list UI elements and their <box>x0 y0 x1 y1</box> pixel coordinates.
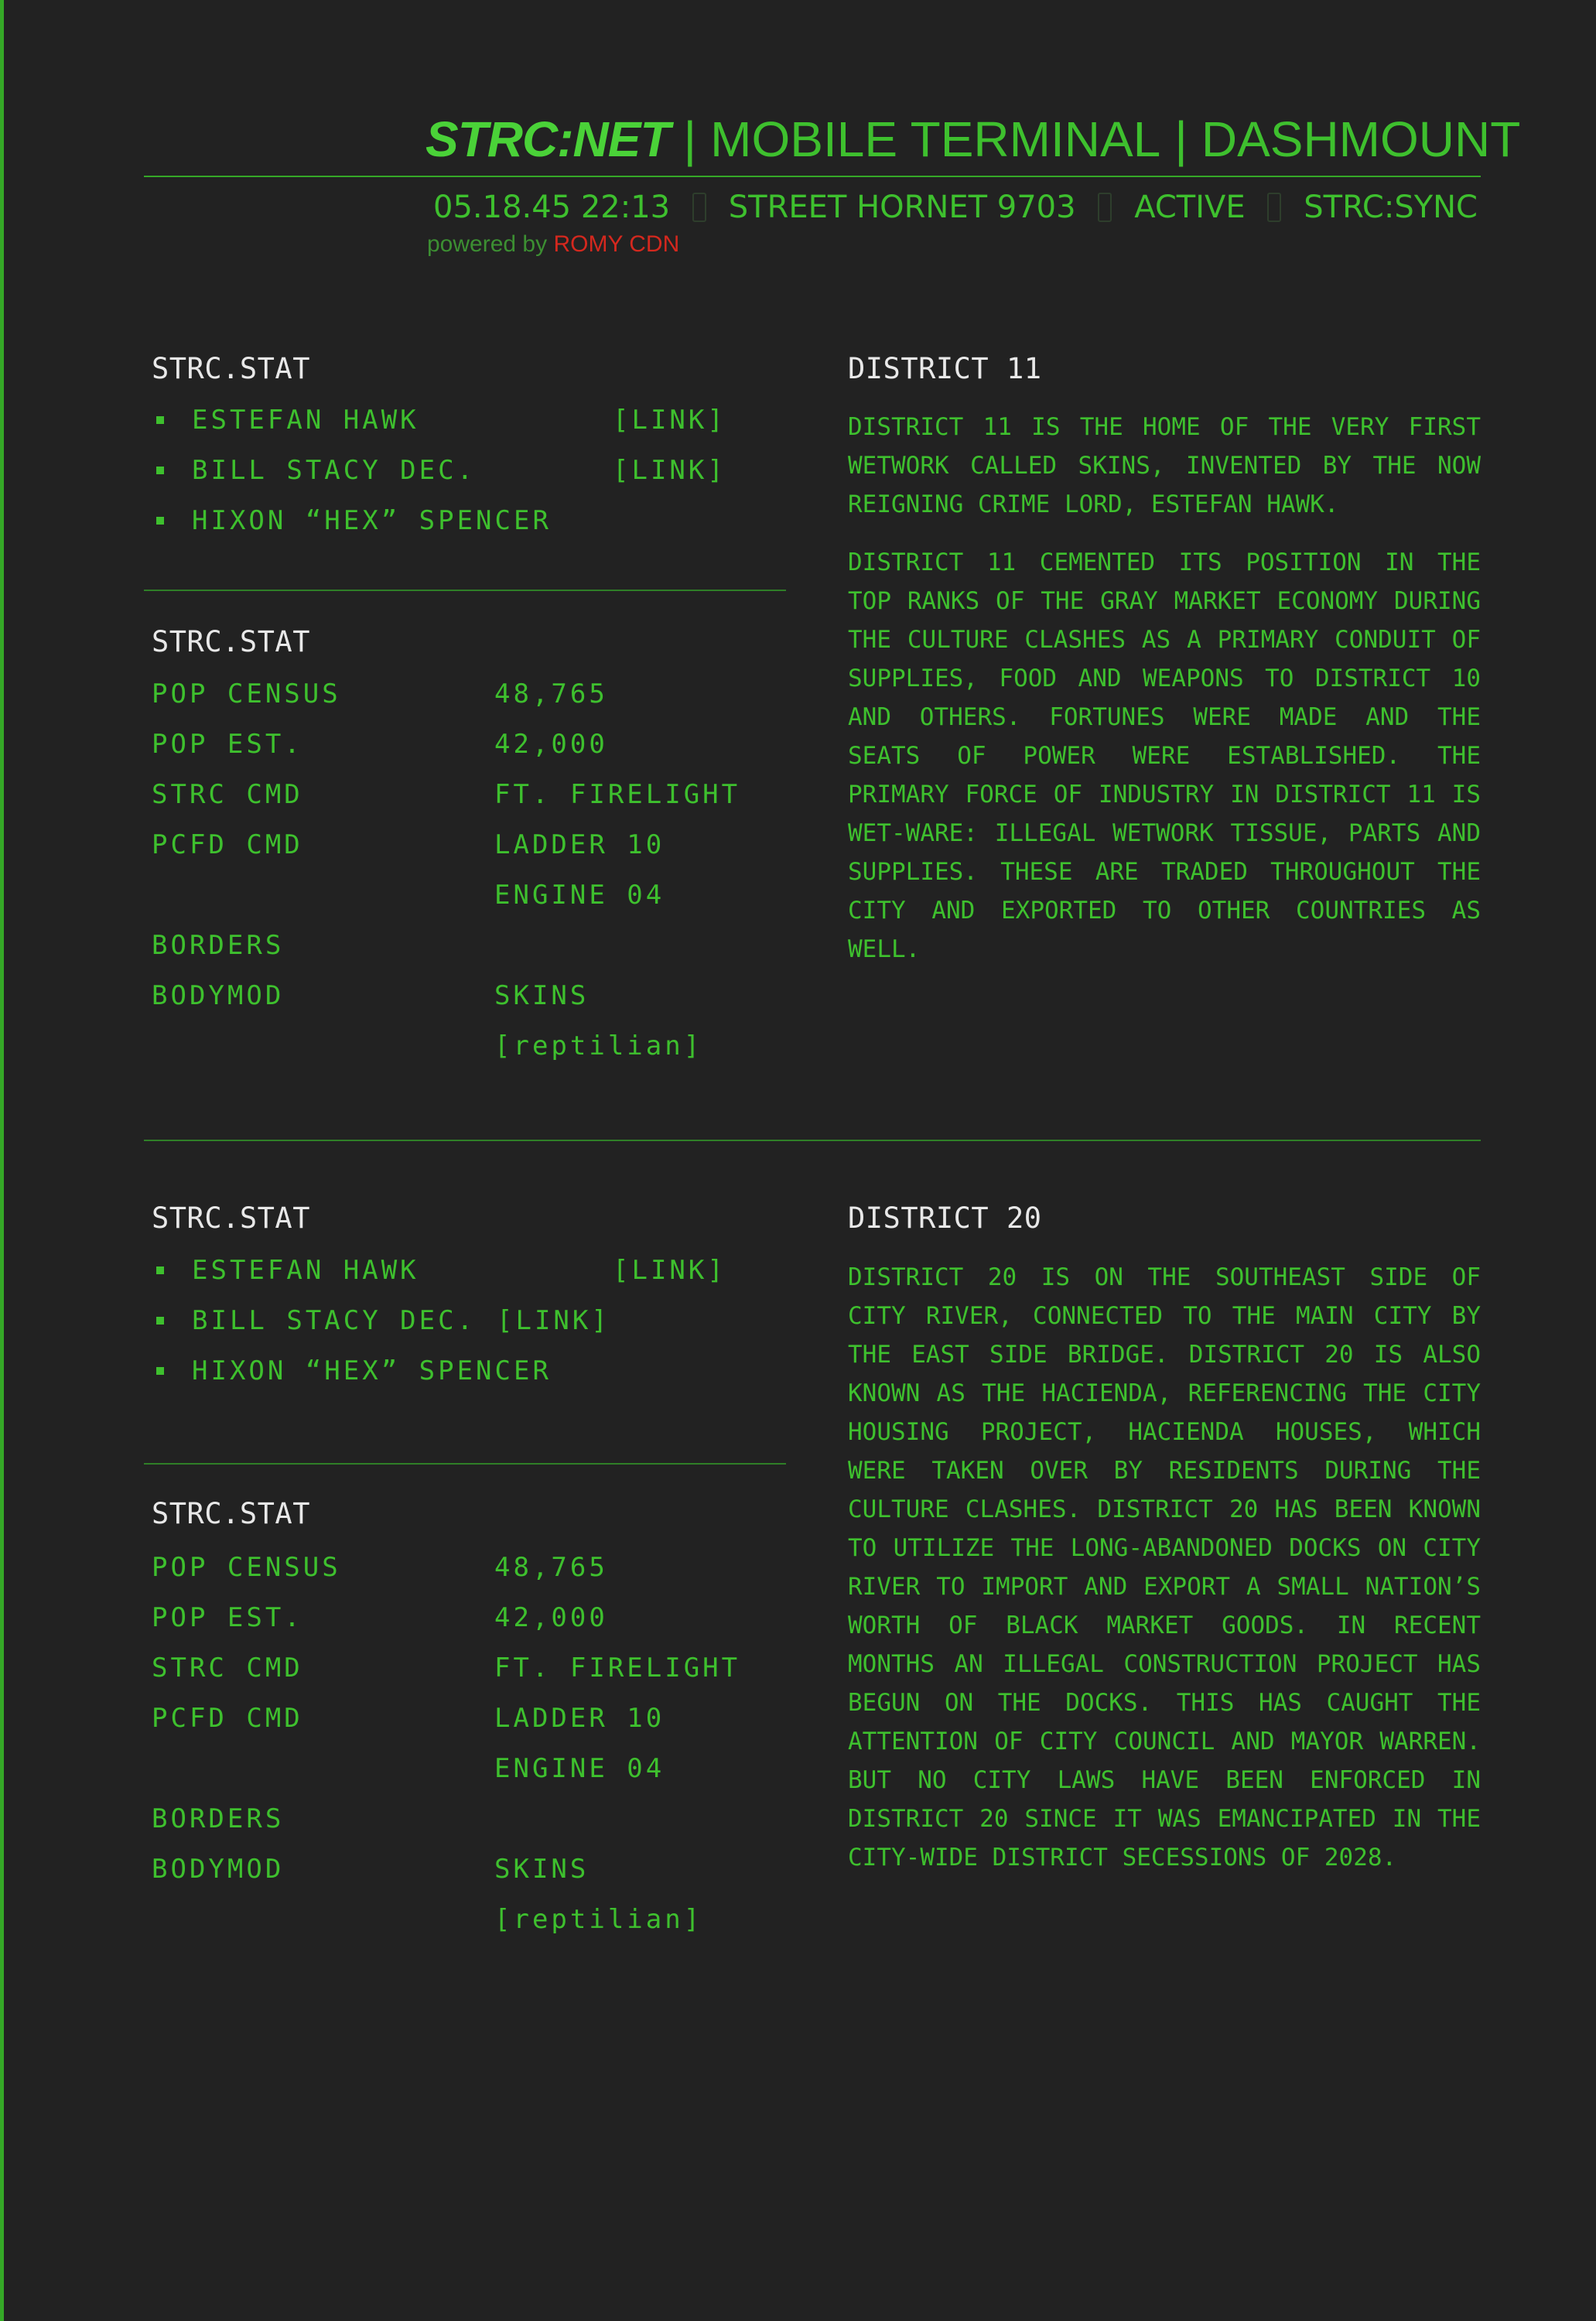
list-item <box>152 1295 740 1345</box>
person-name: ESTEFAN HAWK <box>192 404 419 436</box>
person-link[interactable]: [LINK] <box>497 1304 610 1336</box>
section-divider <box>144 1463 786 1465</box>
people-list <box>152 395 740 545</box>
list-item <box>152 395 740 445</box>
person-name: BILL STACY DEC. <box>192 1304 477 1336</box>
district-description: DISTRICT 11 IS THE HOME OF THE VERY FIRST WETWORK CALLED SKINS, INVENTED BY THE NOW REIGNING CRIME LORD, ESTEFAN HAWK. <box>848 413 1481 518</box>
list-item <box>152 1245 740 1295</box>
person-name: ESTEFAN HAWK <box>192 1254 419 1286</box>
stat-label: BORDERS <box>152 929 285 961</box>
stat-value: ENGINE 04 <box>494 1752 665 1784</box>
stat-row <box>152 719 771 769</box>
powered-by <box>427 229 679 260</box>
stat-value: [reptilian] <box>494 1903 703 1935</box>
stat-row <box>152 1693 771 1743</box>
person-name: BILL STACY DEC. <box>192 454 477 486</box>
stat-row <box>152 1894 771 1944</box>
district-title: DISTRICT 20 <box>848 1202 1042 1235</box>
person-link[interactable]: [LINK] <box>613 454 726 486</box>
app-title <box>425 108 1521 170</box>
title-mode: MOBILE TERMINAL <box>710 111 1161 167</box>
stat-label: STRC CMD <box>152 778 303 810</box>
brand-logo: STRC:NET <box>425 111 670 167</box>
stats-table <box>152 1542 771 1944</box>
stats-heading: STRC.STAT <box>152 625 310 658</box>
powered-by-name[interactable]: ROMY CDN <box>553 231 680 257</box>
stat-label: POP CENSUS <box>152 678 341 709</box>
status-state: ACTIVE <box>1134 190 1246 225</box>
stat-row <box>152 668 771 719</box>
stats-heading: STRC.STAT <box>152 1497 310 1530</box>
stat-value: ENGINE 04 <box>494 879 665 911</box>
list-item <box>152 445 740 495</box>
separator-icon <box>1267 193 1281 222</box>
header-divider <box>144 176 1481 177</box>
section-divider <box>144 590 786 591</box>
status-datetime: 05.18.45 22:13 <box>433 190 671 225</box>
separator-icon <box>692 193 706 222</box>
powered-by-prefix: powered by <box>427 231 548 257</box>
stat-label: POP EST. <box>152 728 303 760</box>
stat-label: BODYMOD <box>152 979 285 1011</box>
stat-value: 48,765 <box>494 678 608 709</box>
district-title: DISTRICT 11 <box>848 352 1042 385</box>
stat-value: FT. FIRELIGHT <box>494 778 741 810</box>
stat-value: 42,000 <box>494 1601 608 1633</box>
stat-label: POP CENSUS <box>152 1551 341 1583</box>
bullet-icon <box>156 467 164 474</box>
stat-row <box>152 1542 771 1592</box>
left-edge-bar <box>0 0 4 2321</box>
stat-row <box>152 870 771 920</box>
separator-icon <box>1098 193 1112 222</box>
status-vehicle: STREET HORNET 9703 <box>728 190 1076 225</box>
stat-value: 42,000 <box>494 728 608 760</box>
stat-row <box>152 970 771 1020</box>
title-view: DASHMOUNT <box>1201 111 1521 167</box>
stat-value: LADDER 10 <box>494 829 665 860</box>
title-divider: | <box>1174 111 1188 167</box>
status-bar <box>433 186 1478 229</box>
bullet-icon <box>156 517 164 525</box>
person-link[interactable]: [LINK] <box>613 404 726 436</box>
stat-value: SKINS <box>494 1853 590 1885</box>
stat-value: FT. FIRELIGHT <box>494 1652 741 1683</box>
stat-label: PCFD CMD <box>152 1702 303 1734</box>
stat-label: STRC CMD <box>152 1652 303 1683</box>
stat-row <box>152 1642 771 1693</box>
stat-label: PCFD CMD <box>152 829 303 860</box>
district-description: DISTRICT 20 IS ON THE SOUTHEAST SIDE OF CITY RIVER, CONNECTED TO THE MAIN CITY BY THE EAST SIDE BRIDGE. DISTRICT 20 IS ALSO KNOWN AS THE HACIENDA, REFERENCING THE CITY HOUSING PROJECT, HACIENDA HOUSES, WHICH WERE TAKEN OVER BY RESIDENTS DURING THE CULTURE CLASHES. DISTRICT 20 HAS BEEN KNOWN TO UTILIZE THE LONG-ABANDONED DOCKS ON CITY RIVER TO IMPORT AND EXPORT A SMALL NATION’S WORTH OF BLACK MARKET GOODS. IN RECENT MONTHS AN ILLEGAL CONSTRUCTION PROJECT HAS BEGUN ON THE DOCKS. THIS HAS CAUGHT THE ATTENTION OF CITY COUNCIL AND MAYOR WARREN. BUT NO CITY LAWS HAVE BEEN ENFORCED IN DISTRICT 20 SINCE IT WAS EMANCIPATED IN THE CITY-WIDE DISTRICT SECESSIONS OF 2028. <box>848 1263 1481 1871</box>
status-sync[interactable]: STRC:SYNC <box>1304 190 1478 225</box>
list-item <box>152 1345 740 1396</box>
stat-label: POP EST. <box>152 1601 303 1633</box>
stat-row <box>152 1844 771 1894</box>
people-list <box>152 1245 740 1396</box>
stat-value: SKINS <box>494 979 590 1011</box>
bullet-icon <box>156 1317 164 1325</box>
district-divider <box>144 1140 1481 1141</box>
person-name: HIXON “HEX” SPENCER <box>192 1355 552 1386</box>
stat-row <box>152 769 771 819</box>
links-heading: STRC.STAT <box>152 352 310 385</box>
district-description: DISTRICT 11 CEMENTED ITS POSITION IN THE TOP RANKS OF THE GRAY MARKET ECONOMY DURING THE CULTURE CLASHES AS A PRIMARY CONDUIT OF SUPPLIES, FOOD AND WEAPONS TO DISTRICT 10 AND OTHERS. FORTUNES WERE MADE AND THE SEATS OF POWER WERE ESTABLISHED. THE PRIMARY FORCE OF INDUSTRY IN DISTRICT 11 IS WET-WARE: ILLEGAL WETWORK TISSUE, PARTS AND SUPPLIES. THESE ARE TRADED THROUGHOUT THE CITY AND EXPORTED TO OTHER COUNTRIES AS WELL. <box>848 549 1481 963</box>
person-name: HIXON “HEX” SPENCER <box>192 504 552 536</box>
bullet-icon <box>156 1367 164 1375</box>
stat-value: [reptilian] <box>494 1030 703 1061</box>
stat-row <box>152 1020 771 1071</box>
stats-table <box>152 668 771 1071</box>
stat-row <box>152 819 771 870</box>
stat-label: BODYMOD <box>152 1853 285 1885</box>
bullet-icon <box>156 1266 164 1274</box>
person-link[interactable]: [LINK] <box>613 1254 726 1286</box>
bullet-icon <box>156 416 164 424</box>
list-item <box>152 495 740 545</box>
stat-row <box>152 1743 771 1793</box>
stat-row <box>152 1793 771 1844</box>
stat-row <box>152 920 771 970</box>
stat-row <box>152 1592 771 1642</box>
stat-value: LADDER 10 <box>494 1702 665 1734</box>
stat-label: BORDERS <box>152 1803 285 1834</box>
stat-value: 48,765 <box>494 1551 608 1583</box>
links-heading: STRC.STAT <box>152 1202 310 1235</box>
title-divider: | <box>683 111 697 167</box>
